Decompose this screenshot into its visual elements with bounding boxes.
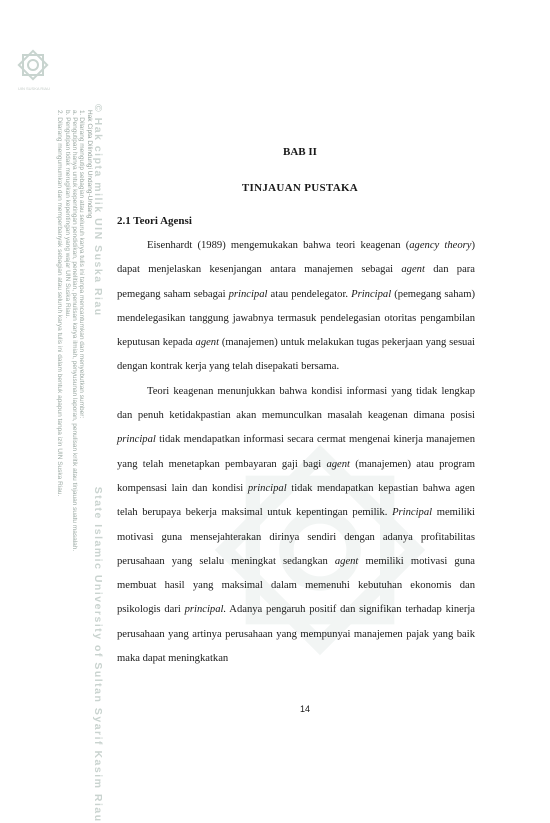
text-run: (manajemen) untuk melakukan tugas pekerjaan yang sesuai dengan kontrak kerja yang telah disepakati bersama. [117, 337, 476, 373]
italic-term: Principal [351, 288, 392, 300]
chapter-title: BAB II [283, 146, 317, 158]
paragraph-1 [117, 234, 475, 380]
italic-term: principal [228, 288, 268, 300]
section-heading: 2.1 Teori Agensi [117, 215, 192, 227]
text-run: Adanya pengaruh positif dan signifikan terhadap kinerja perusahaan yang artinya perusahaan yang mempunyai manajemen pajak yang baik maka dapat meningkatkan [117, 604, 476, 665]
italic-term: agent [326, 458, 350, 470]
italic-term: agent [401, 264, 425, 276]
text-run: tidak mendapatkan informasi secara cermat mengenai kinerja manajemen yang telah menetapkan pembayaran gaji bagi [117, 434, 475, 470]
text-run: Eisenhardt (1989) mengemukakan bahwa teori keagenan ( [147, 240, 410, 251]
italic-term: principal. [184, 604, 227, 616]
logo-caption: UIN SUSKA RIAU [17, 86, 50, 91]
italic-term: principal [247, 482, 287, 494]
text-run: tidak mendapatkan kepastian bahwa agen telah berupaya bekerja maksimal untuk kepentingan pemilik. [117, 482, 475, 519]
text-run: Teori keagenan menunjukkan bahwa kondisi informasi yang tidak lengkap dan penuh ketidakpastian akan memunculkan masalah keagenan dimana posisi [117, 385, 475, 422]
notice-title: Hak Cipta Dilindungi Undang-Undang [86, 110, 93, 219]
paragraph-2 [117, 380, 475, 672]
notice-item-1b: b. Pengutipan tidak merugikan kepentingan yang wajar UIN Suska Riau. [64, 110, 71, 319]
copyright-right: State Islamic University of Sultan Syarif Kasim Riau [92, 486, 104, 823]
italic-term: principal [117, 434, 156, 446]
text-run: ) dapat menjelaskan kesenjangan antara manajemen sebagai [117, 240, 475, 276]
copyright-watermark [92, 104, 104, 823]
notice-item-1a: a. Pengutipan hanya untuk kepentingan pendidikan, penelitian, penulisan karya ilmiah, penyusunan laporan, penulisan kritik atau tinjauan suatu masalah. [71, 110, 78, 552]
text-run: memiliki motivasi guna membuat hasil yang maksimal dalam memenuhi kebutuhan ekonomis dan psikologis dari [117, 555, 475, 616]
italic-term: agent [334, 555, 359, 567]
text-run: (pemegang saham) mendelegasikan tanggung jawabnya termasuk pendelegasian otoritas pengambilan keputusan kepada [117, 288, 475, 349]
notice-item-2: 2. Dilarang mengumumkan dan memperbanyak sebagian atau seluruh karya tulis ini dalam bentuk apapun tanpa izin UIN Suska Riau. [56, 110, 63, 497]
body-text [117, 234, 475, 671]
italic-term: agency theory [409, 240, 472, 251]
copyright-left: © Hak cipta milik UIN Suska Riau [92, 104, 104, 317]
page-number: 14 [300, 704, 311, 714]
text-run: dan para pemegang saham sebagai [117, 264, 475, 300]
italic-term: Principal [392, 507, 433, 519]
italic-term: agent [195, 337, 220, 349]
text-run: atau pendelegator. [267, 288, 352, 300]
text-run: memiliki motivasi guna mensejahterakan dirinya sendiri dengan adanya profitabilitas perusahaan yang selalu meningkat sedangkan [117, 507, 475, 567]
chapter-subtitle: TINJAUAN PUSTAKA [241, 182, 359, 194]
text-run: (manajemen) atau program kompensasi lain dan kondisi [117, 458, 476, 494]
university-logo-icon [16, 48, 50, 82]
notice-item-1: 1. Dilarang mengutip sebagian atau seluruh karya tulis ini tanpa mencantumkan dan menyebutkan sumber: [78, 110, 85, 419]
